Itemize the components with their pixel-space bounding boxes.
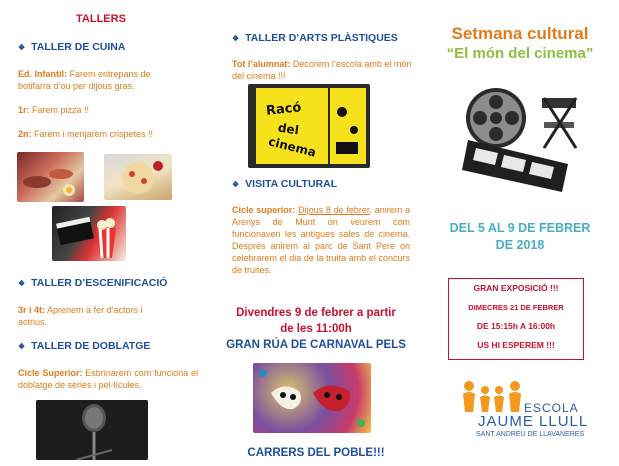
sign-line-3: cinema xyxy=(267,134,318,160)
taller-escenificacio-heading xyxy=(18,277,167,289)
arts-text xyxy=(232,58,412,82)
microphone-image xyxy=(36,400,148,460)
setmana-title: Setmana cultural xyxy=(451,24,589,43)
taller-escenificacio-label: TALLER D’ESCENIFICACIÓ xyxy=(31,277,168,289)
popcorn-image xyxy=(52,206,126,261)
visita-date: Dijous 8 de febrer xyxy=(298,205,370,215)
expo-line-1: GRAN EXPOSICIÓ !!! xyxy=(473,283,559,293)
taller-doblatge-heading xyxy=(18,340,150,352)
cuina-2n-body: Farem i menjarem crispetes !! xyxy=(31,129,154,139)
exposicio-box xyxy=(448,278,584,360)
doblatge-label: Cicle Superior: xyxy=(18,368,83,378)
school-town: SANT ANDREU DE LLAVANERES xyxy=(476,431,585,438)
film-reel-illustration xyxy=(458,78,586,198)
sign-line-1: Racó xyxy=(265,100,303,119)
doblatge-text xyxy=(18,367,198,391)
visita-label: VISITA CULTURAL xyxy=(245,178,338,190)
popcorn-photo xyxy=(52,206,126,261)
cuina-1r-text xyxy=(18,104,89,116)
bullet-icon: ❖ xyxy=(232,34,240,43)
arts-body: Decorem l’escola amb el món del cinema !!! xyxy=(232,59,412,81)
bullet-icon: ❖ xyxy=(18,279,26,288)
carnival-masks-photo xyxy=(253,363,371,433)
cinema-subtitle: “El món del cinema” xyxy=(446,45,594,62)
bullet-icon: ❖ xyxy=(232,180,240,189)
director-chair-icon xyxy=(542,98,576,148)
food-photo-sausages xyxy=(17,152,84,202)
taller-cuina-heading xyxy=(18,41,125,53)
carnaval-line-4: CARRERS DEL POBLE!!! xyxy=(247,447,385,459)
taller-doblatge-label: TALLER DE DOBLATGE xyxy=(31,340,151,352)
doblatge-body: Esbrinarem com funciona el doblatge de sèries i pel·lícules. xyxy=(18,368,198,390)
carnaval-line-2: de les 11:00h xyxy=(280,323,352,335)
film-reel-icon xyxy=(466,88,526,148)
expo-line-3: DE 15:15h A 16:00h xyxy=(476,321,556,331)
pizza-image xyxy=(104,154,172,200)
cuina-infantil-body: Farem entrepans de botifarra d’ou per dijous gras. xyxy=(18,69,151,91)
visita-cicle-label: Cicle superior: xyxy=(232,205,296,215)
carnaval-block xyxy=(212,305,420,353)
school-name-1: ESCOLA xyxy=(524,401,579,415)
sign-line-2: del xyxy=(277,120,300,138)
school-logo-figures-icon xyxy=(461,380,523,414)
taller-arts-label: TALLER D’ARTS PLÀSTIQUES xyxy=(245,32,398,44)
taller-cuina-label: TALLER DE CUINA xyxy=(31,41,126,53)
escenificacio-text xyxy=(18,304,168,328)
carnaval-line-1: Divendres 9 de febrer a partir xyxy=(236,307,396,319)
dates-line-1: DEL 5 AL 9 DE FEBRER xyxy=(449,221,591,235)
cuina-2n-label: 2n: xyxy=(18,129,32,139)
taller-arts-heading xyxy=(232,32,398,44)
school-name-2: JAUME LLULL xyxy=(478,413,589,430)
tallers-title: TALLERS xyxy=(76,13,126,25)
bullet-icon: ❖ xyxy=(18,43,26,52)
dates-block xyxy=(430,220,610,254)
cuina-1r-label: 1r: xyxy=(18,105,30,115)
expo-line-4: US HI ESPEREM !!! xyxy=(477,340,555,350)
bullet-icon: ❖ xyxy=(18,342,26,351)
cuina-2n-text xyxy=(18,128,153,140)
carnaval-line-3: GRAN RÚA DE CARNAVAL PELS xyxy=(226,339,406,351)
food-photo-pizza xyxy=(104,154,172,200)
escenificacio-label: 3r i 4t: xyxy=(18,305,46,315)
arts-label: Tot l’alumnat: xyxy=(232,59,291,69)
cuina-1r-body: Farem pizza !! xyxy=(29,105,90,115)
yellow-sign-board xyxy=(256,88,328,164)
expo-line-2: DIMECRES 21 DE FEBRER xyxy=(468,303,564,312)
visita-heading xyxy=(232,178,337,190)
microphone-photo xyxy=(36,400,148,460)
raco-cinema-photo xyxy=(248,84,370,168)
escenificacio-body: Aprenem a fer d’actors i actrius. xyxy=(18,305,143,327)
cuina-infantil-text xyxy=(18,68,174,92)
visita-body: , anirem a Arenys de Munt on veurem com funcionaven les antigues sales de cinema. Després anirem al parc de Sant Pere on celebrarem el dia de la truita amb el concurs de truites. xyxy=(232,205,410,275)
clapperboard-icon xyxy=(330,88,366,164)
dates-line-2: DE 2018 xyxy=(495,238,545,252)
film-strip-icon xyxy=(462,140,568,192)
sausage-image xyxy=(17,152,84,202)
yellow-panel-right xyxy=(330,88,366,164)
visita-text xyxy=(232,204,410,276)
masks-image xyxy=(253,363,371,433)
cuina-infantil-label: Ed. Infantil: xyxy=(18,69,67,79)
